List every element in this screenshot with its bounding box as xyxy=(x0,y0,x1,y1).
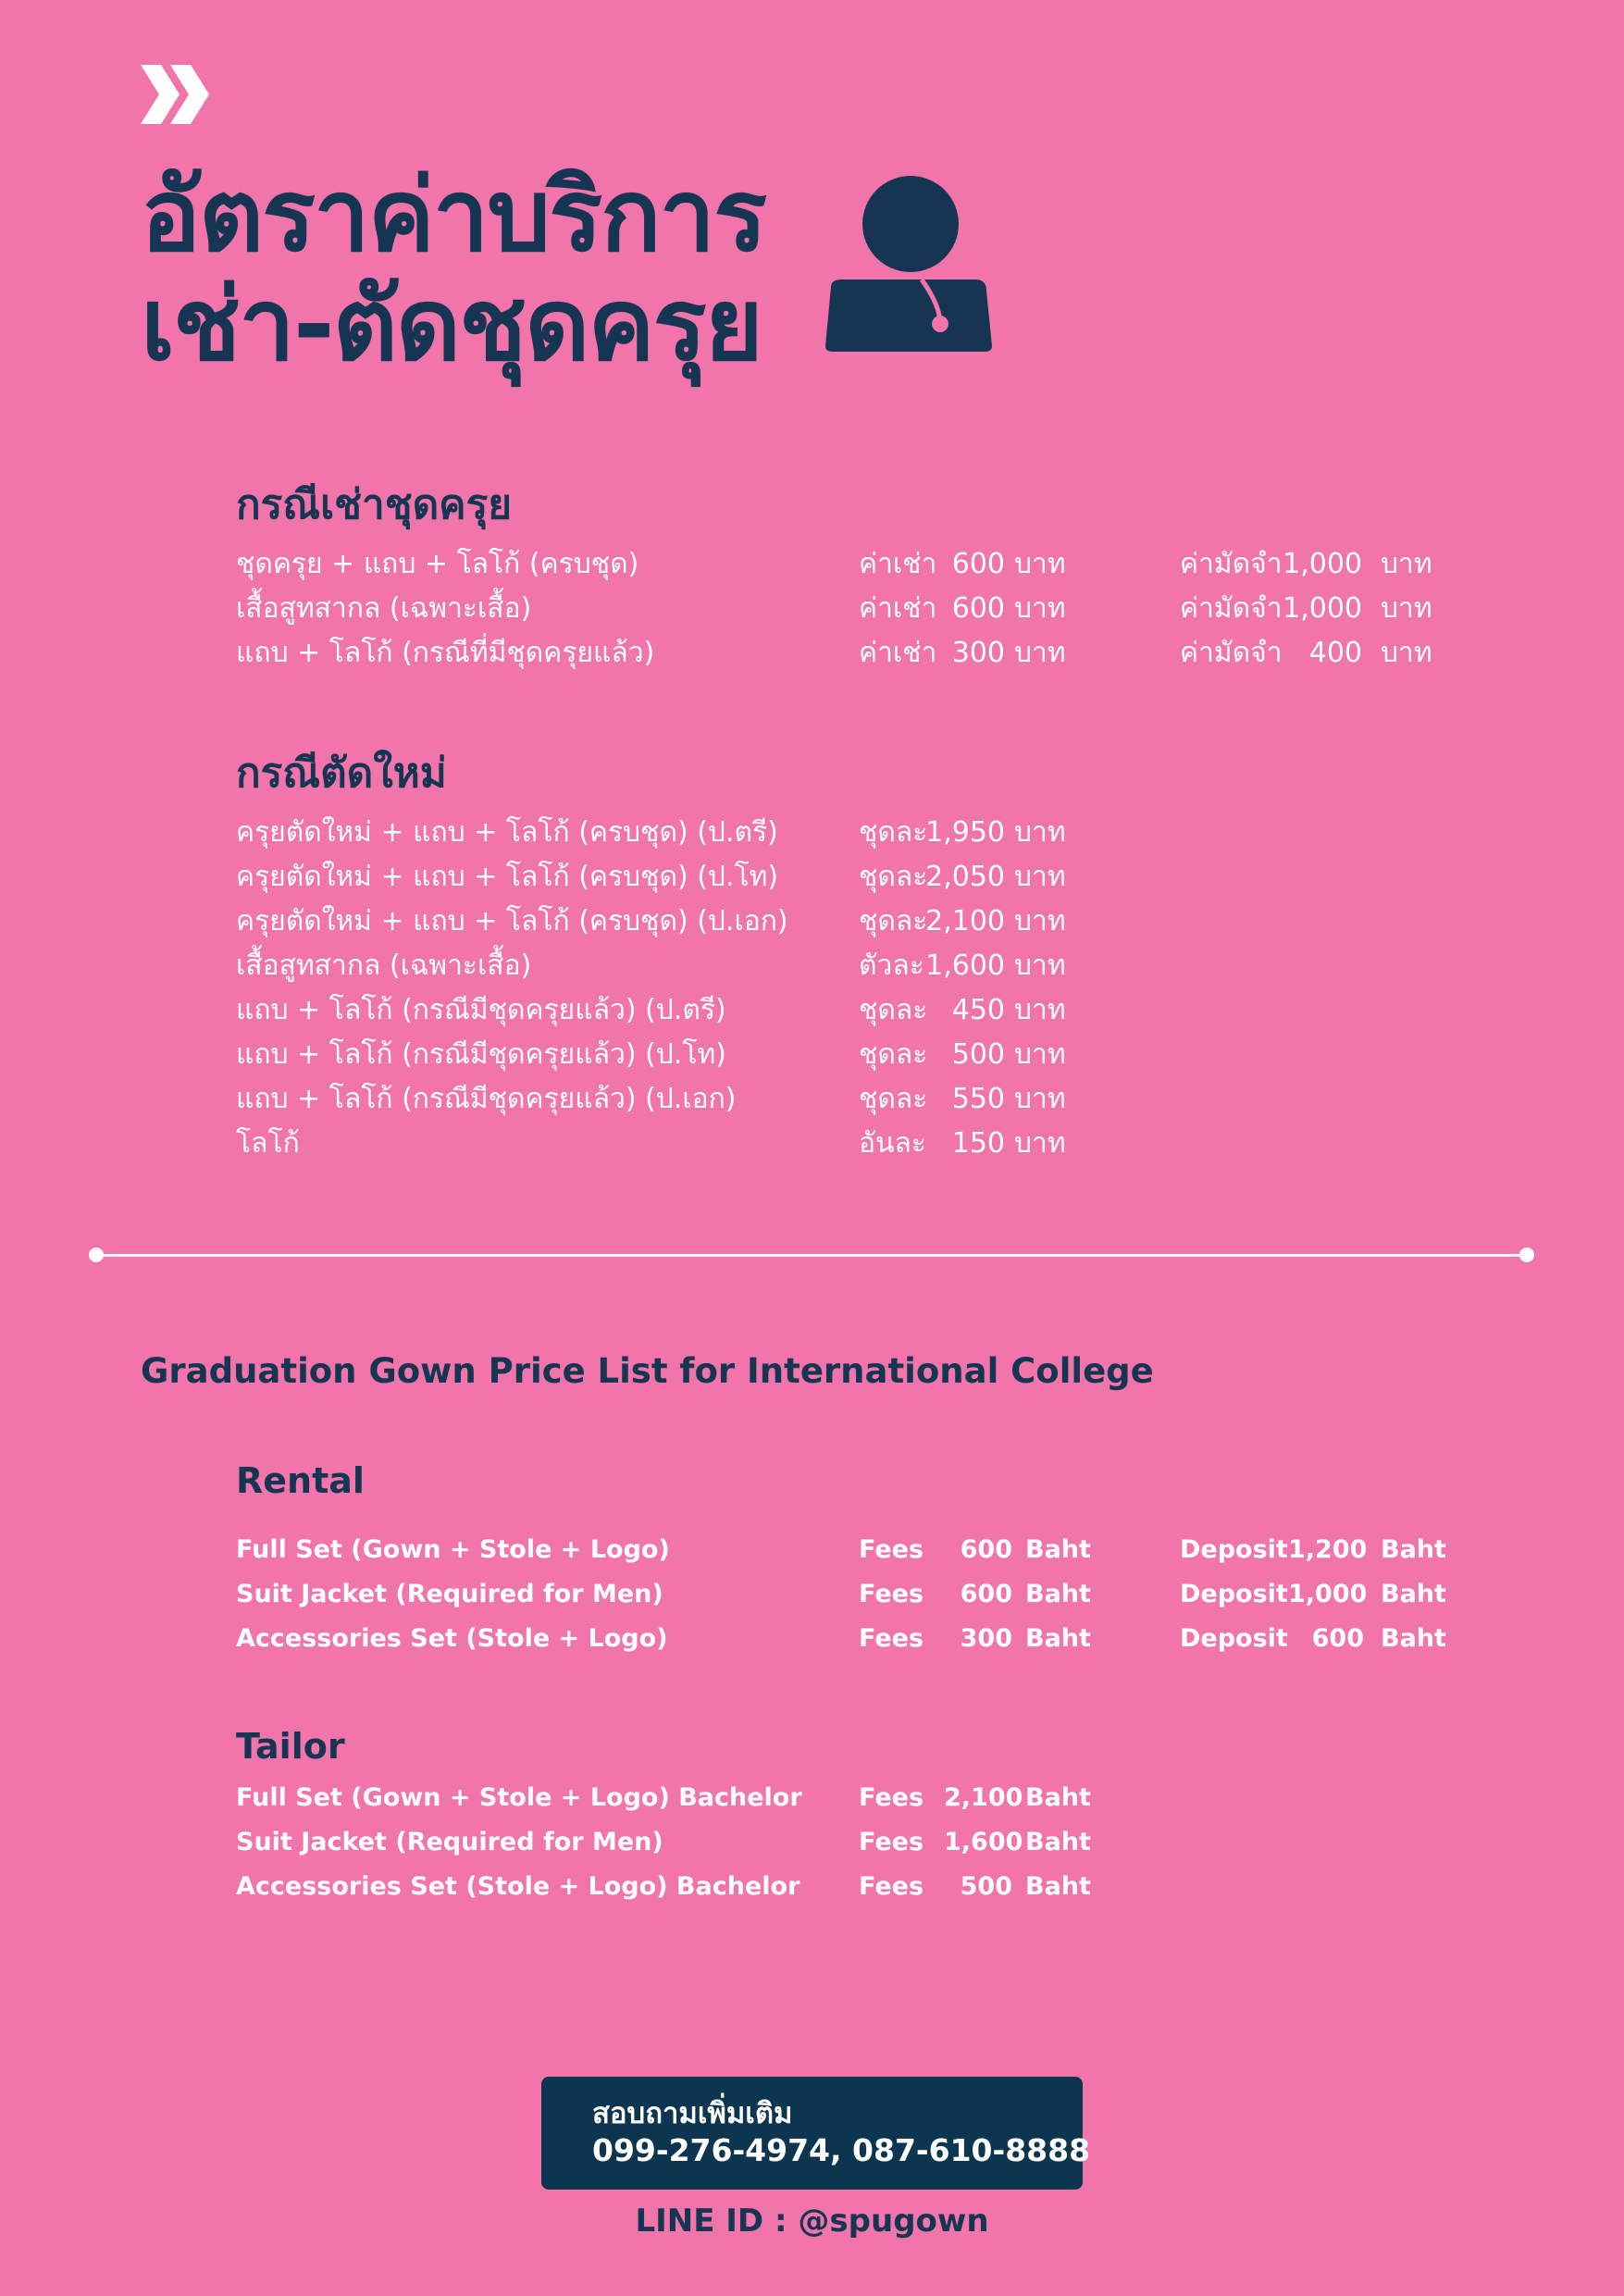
price-value: 300 xyxy=(951,637,1005,669)
deposit-label: ค่ามัดจำ xyxy=(1180,637,1283,669)
deposit-label: ค่ามัดจำ xyxy=(1180,548,1283,580)
price-unit: บาท xyxy=(1014,1083,1066,1115)
item-name: ครุยตัดใหม่ + แถบ + โลโก้ (ครบชุด) (ป.โท) xyxy=(236,861,779,893)
item-name: Suit Jacket (Required for Men) xyxy=(236,1828,663,1856)
table-row xyxy=(0,900,1624,944)
price-label: ชุดละ xyxy=(859,994,928,1026)
item-name: Accessories Set (Stole + Logo) xyxy=(236,1624,668,1653)
deposit-value: 1,200 xyxy=(1288,1535,1368,1564)
price-value: 1,600 xyxy=(925,949,1005,982)
table-row xyxy=(0,631,1624,676)
table-row xyxy=(0,1776,1624,1820)
item-name: Full Set (Gown + Stole + Logo) Bachelor xyxy=(236,1783,802,1812)
deposit-unit: Baht xyxy=(1381,1580,1446,1608)
table-row xyxy=(0,542,1624,587)
price-value: 150 xyxy=(951,1127,1005,1160)
deposit-value: 400 xyxy=(1308,637,1362,669)
line-id[interactable]: LINE ID : @spugown xyxy=(635,2203,989,2240)
divider-dot-right xyxy=(1519,1247,1534,1262)
price-value: 500 xyxy=(960,1872,1012,1901)
item-name: Full Set (Gown + Stole + Logo) xyxy=(236,1535,670,1564)
deposit-value: 1,000 xyxy=(1283,548,1362,580)
price-value: 300 xyxy=(960,1624,1012,1653)
item-name: แถบ + โลโก้ (กรณีมีชุดครุยแล้ว) (ป.ตรี) xyxy=(236,994,726,1026)
rental-heading: Rental xyxy=(236,1460,365,1501)
deposit-value: 1,000 xyxy=(1283,592,1362,625)
tailor-th-heading: กรณีตัดใหม่ xyxy=(236,750,447,797)
price-label: Fees xyxy=(859,1872,924,1901)
price-label: ชุดละ xyxy=(859,861,928,893)
table-row xyxy=(0,944,1624,988)
price-unit: บาท xyxy=(1014,994,1066,1026)
deposit-unit: บาท xyxy=(1381,592,1432,625)
item-name: เสื้อสูทสากล (เฉพาะเสื้อ) xyxy=(236,949,532,982)
price-label: ชุดละ xyxy=(859,816,928,849)
divider-line xyxy=(96,1254,1529,1257)
price-value: 2,050 xyxy=(925,861,1005,893)
price-unit: Baht xyxy=(1025,1872,1091,1901)
deposit-label: Deposit xyxy=(1180,1535,1288,1564)
price-label: ชุดละ xyxy=(859,1038,928,1071)
table-row xyxy=(0,1572,1624,1617)
table-row xyxy=(0,587,1624,631)
price-value: 1,950 xyxy=(925,816,1005,849)
item-name: ชุดครุย + แถบ + โลโก้ (ครบชุด) xyxy=(236,548,639,580)
price-value: 600 xyxy=(960,1580,1012,1608)
price-unit: บาท xyxy=(1014,1127,1066,1160)
title-line-1: อัตราค่าบริการ xyxy=(141,158,766,274)
price-unit: บาท xyxy=(1014,861,1066,893)
price-label: ชุดละ xyxy=(859,1083,928,1115)
contact-phones[interactable]: 099-276-4974, 087-610-8888 xyxy=(592,2132,1091,2168)
price-unit: Baht xyxy=(1025,1535,1091,1564)
contact-label: สอบถามเพิ่มเติม xyxy=(592,2097,793,2130)
table-row xyxy=(0,855,1624,900)
double-chevron-icon xyxy=(141,65,215,124)
price-value: 2,100 xyxy=(925,905,1005,937)
table-row xyxy=(0,811,1624,855)
price-label: Fees xyxy=(859,1535,924,1564)
price-unit: Baht xyxy=(1025,1580,1091,1608)
price-value: 1,600 xyxy=(944,1828,1023,1856)
price-unit: บาท xyxy=(1014,949,1066,982)
deposit-value: 1,000 xyxy=(1288,1580,1368,1608)
table-row xyxy=(0,1865,1624,1909)
deposit-label: Deposit xyxy=(1180,1580,1288,1608)
price-value: 500 xyxy=(951,1038,1005,1071)
price-value: 600 xyxy=(951,548,1005,580)
price-label: Fees xyxy=(859,1580,924,1608)
tailor-heading: Tailor xyxy=(236,1726,345,1767)
table-row xyxy=(0,988,1624,1033)
deposit-unit: บาท xyxy=(1381,637,1432,669)
price-unit: บาท xyxy=(1014,548,1066,580)
divider-dot-left xyxy=(89,1247,104,1262)
price-unit: บาท xyxy=(1014,637,1066,669)
deposit-unit: Baht xyxy=(1381,1624,1446,1653)
price-label: Fees xyxy=(859,1828,924,1856)
price-unit: Baht xyxy=(1025,1624,1091,1653)
title-line-2: เช่า-ตัดชุดครุย xyxy=(141,267,762,383)
item-name: เสื้อสูทสากล (เฉพาะเสื้อ) xyxy=(236,592,532,625)
price-label: ค่าเช่า xyxy=(859,592,937,625)
price-label: ค่าเช่า xyxy=(859,637,937,669)
english-title: Graduation Gown Price List for International College xyxy=(141,1351,1154,1391)
item-name: โลโก้ xyxy=(236,1127,300,1160)
item-name: แถบ + โลโก้ (กรณีมีชุดครุยแล้ว) (ป.โท) xyxy=(236,1038,726,1071)
item-name: ครุยตัดใหม่ + แถบ + โลโก้ (ครบชุด) (ป.เอก) xyxy=(236,905,788,937)
price-unit: Baht xyxy=(1025,1783,1091,1812)
item-name: ครุยตัดใหม่ + แถบ + โลโก้ (ครบชุด) (ป.ตรี) xyxy=(236,816,778,849)
deposit-value: 600 xyxy=(1311,1624,1364,1653)
deposit-label: Deposit xyxy=(1180,1624,1288,1653)
price-value: 550 xyxy=(951,1083,1005,1115)
deposit-label: ค่ามัดจำ xyxy=(1180,592,1283,625)
price-value: 600 xyxy=(960,1535,1012,1564)
rent-th-heading: กรณีเช่าชุดครุย xyxy=(236,481,512,528)
price-label: Fees xyxy=(859,1624,924,1653)
item-name: แถบ + โลโก้ (กรณีมีชุดครุยแล้ว) (ป.เอก) xyxy=(236,1083,737,1115)
contact-box xyxy=(541,2077,1091,2190)
page-title xyxy=(141,158,766,383)
price-label: ตัวละ xyxy=(859,949,924,982)
price-unit: บาท xyxy=(1014,816,1066,849)
price-value: 2,100 xyxy=(944,1783,1023,1812)
price-label: ค่าเช่า xyxy=(859,548,937,580)
price-unit: บาท xyxy=(1014,1038,1066,1071)
item-name: แถบ + โลโก้ (กรณีที่มีชุดครุยแล้ว) xyxy=(236,637,655,669)
table-row xyxy=(0,1077,1624,1122)
price-label: ชุดละ xyxy=(859,905,928,937)
price-value: 450 xyxy=(951,994,1005,1026)
price-label: อันละ xyxy=(859,1127,927,1160)
table-row xyxy=(0,1528,1624,1572)
table-row xyxy=(0,1122,1624,1166)
person-icon xyxy=(822,176,996,356)
deposit-unit: บาท xyxy=(1381,548,1432,580)
price-unit: บาท xyxy=(1014,592,1066,625)
item-name: Accessories Set (Stole + Logo) Bachelor xyxy=(236,1872,800,1901)
price-label: Fees xyxy=(859,1783,924,1812)
item-name: Suit Jacket (Required for Men) xyxy=(236,1580,663,1608)
table-row xyxy=(0,1617,1624,1661)
deposit-unit: Baht xyxy=(1381,1535,1446,1564)
price-unit: บาท xyxy=(1014,905,1066,937)
price-unit: Baht xyxy=(1025,1828,1091,1856)
table-row xyxy=(0,1033,1624,1077)
price-value: 600 xyxy=(951,592,1005,625)
table-row xyxy=(0,1820,1624,1865)
